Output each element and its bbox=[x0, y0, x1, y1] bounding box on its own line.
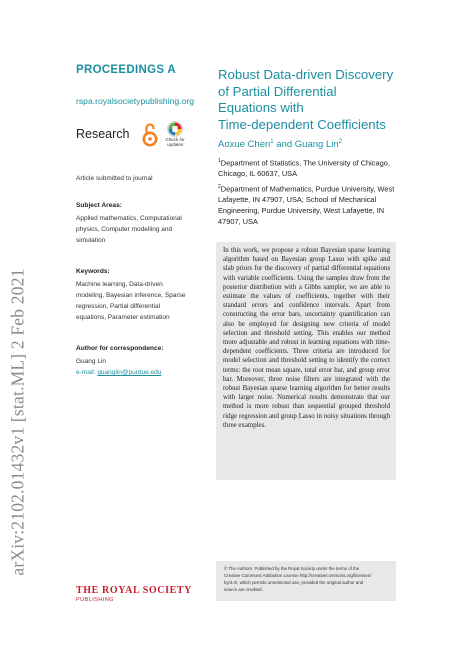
abstract-panel bbox=[216, 242, 396, 480]
arxiv-stamp bbox=[6, 212, 30, 632]
subject-areas-text bbox=[76, 213, 204, 246]
license-line: by/4.0/, which permits unrestricted use, provided the original author and bbox=[224, 580, 364, 586]
publisher-name: THE ROYAL SOCIETY bbox=[76, 585, 192, 596]
affiliation bbox=[218, 182, 398, 228]
author-conjunction: and bbox=[273, 139, 295, 151]
affiliation-line: 47907, USA bbox=[218, 217, 258, 227]
affiliation-line: Engineering, Purdue University, West Lafayette, IN bbox=[218, 206, 385, 216]
keywords-line: equations, Parameter estimation bbox=[76, 314, 170, 321]
subject-areas-line: simulation bbox=[76, 237, 106, 244]
author-name: Aoxue Chen bbox=[218, 139, 271, 151]
check-for-updates-button[interactable] bbox=[166, 121, 185, 147]
affiliation bbox=[218, 156, 398, 180]
paper-title bbox=[218, 67, 398, 133]
correspondence-email bbox=[76, 367, 204, 378]
article-category: Research bbox=[76, 127, 130, 141]
subject-areas-line: physics, Computer modelling and bbox=[76, 226, 173, 233]
abstract-text: In this work, we propose a robust Bayesian sparse learning algorithm based on Bayesian group Lasso with spike and slab priors for the discovery of partial differential equations with variable coefficients. Using the samples draw from the posterior distribution with a Gibbs sampler, we are able to estimate the values of coefficients, together with their standard errors and confidence intervals. Apart from constructing the error bars, uncertainty quantification can also be employed for designing new criteria of model selection and threshold setting. This enables our method more adjustable and robust in learning equations with time-dependent coefficients. Three criteria are introduced for model selection and threshold setting to identify the correct terms: the root mean square, total error bar, and group error bar. Moreover, three noise filters are integrated with the robust Bayesian sparse learning algorithm for better results with larger noise. Numerical results demonstrate that our method is more robust than sequential grouped threshold ridge regression and group Lasso in noisy situations through three examples. bbox=[223, 247, 390, 429]
title-line: of Partial Differential bbox=[218, 83, 337, 99]
arxiv-stamp-text: arXiv:2102.01432v1 [stat.ML] 2 Feb 2021 bbox=[7, 268, 28, 576]
author-affil-mark: 1 bbox=[270, 139, 274, 145]
left-sidebar bbox=[76, 64, 204, 378]
keywords-text bbox=[76, 279, 204, 323]
email-link[interactable]: guanglin@purdue.edu bbox=[97, 369, 162, 376]
license-panel bbox=[216, 561, 396, 601]
affiliation-line: Chicago, IL 60637, USA bbox=[218, 169, 298, 179]
title-line: Time-dependent Coefficients bbox=[218, 116, 386, 132]
correspondence-label: Author for correspondence: bbox=[76, 345, 164, 352]
author-list bbox=[218, 139, 398, 150]
correspondence-name: Guang Lin bbox=[76, 358, 106, 365]
article-header bbox=[218, 67, 398, 228]
license-line: source are credited. bbox=[224, 587, 263, 593]
email-prefix: e-mail: bbox=[76, 369, 98, 376]
subject-areas-label: Subject Areas: bbox=[76, 202, 122, 209]
license-line: © The Authors. Published by the Royal Society under the terms of the bbox=[224, 566, 360, 571]
submission-note: Article submitted to journal bbox=[76, 175, 153, 182]
check-for-updates-line-2: updates bbox=[167, 142, 184, 147]
license-line: Creative Commons Attribution License http://creativecommons.org/licenses/ bbox=[224, 573, 372, 579]
keywords-line: Machine learning, Data-driven bbox=[76, 281, 163, 288]
publisher-sub: PUBLISHING bbox=[76, 597, 114, 603]
title-line: Equations with bbox=[218, 100, 304, 115]
affiliation-mark: 2 bbox=[218, 184, 221, 191]
affiliation-line: Department of Mathematics, Purdue University, West bbox=[220, 184, 395, 194]
journal-name: PROCEEDINGS A bbox=[76, 64, 176, 76]
author-affil-mark: 2 bbox=[338, 139, 342, 145]
affiliation-mark: 1 bbox=[218, 158, 221, 165]
keywords-line: regression, Partial differential bbox=[76, 303, 161, 310]
open-access-icon bbox=[142, 120, 158, 148]
research-row bbox=[76, 119, 204, 149]
check-for-updates-icon bbox=[167, 121, 183, 137]
journal-url-link[interactable]: rspa.royalsocietypublishing.org bbox=[76, 96, 194, 106]
author-name: Guang Lin bbox=[294, 139, 339, 151]
keywords-line: modeling, Bayesian inference, Sparse bbox=[76, 292, 186, 299]
affiliation-line: Lafayette, IN 47907, USA; School of Mechanical bbox=[218, 195, 377, 205]
affiliation-line: Department of Statistics, The University of Chicago, bbox=[220, 158, 390, 168]
title-line: Robust Data-driven Discovery bbox=[218, 67, 394, 82]
keywords-label: Keywords: bbox=[76, 268, 110, 275]
subject-areas-line: Applied mathematics, Computational bbox=[76, 215, 182, 222]
check-for-updates-line-1: Check for bbox=[165, 137, 185, 142]
royal-society-logo bbox=[76, 585, 192, 603]
